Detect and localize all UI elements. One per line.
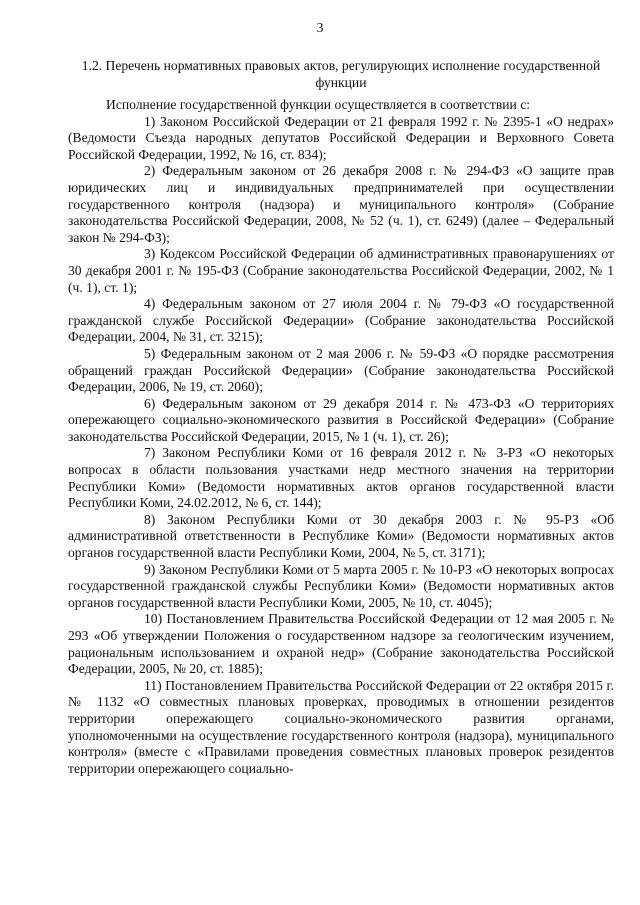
document-body xyxy=(68,97,614,777)
legal-act-item xyxy=(68,114,614,164)
legal-act-item xyxy=(68,246,614,296)
legal-act-item xyxy=(68,562,614,612)
item-number: 10) xyxy=(144,611,163,627)
item-text: Федеральным законом от 27 июля 2004 г. № 79-ФЗ «О государственной гражданской службе Российской Федерации» (Собрание законодательства Российской Федерации, 2004, № 31, ст. 3215); xyxy=(68,296,614,345)
legal-act-item xyxy=(68,512,614,562)
item-text: Федеральным законом от 29 декабря 2014 г. № 473-ФЗ «О территориях опережающего социально-экономического развития в Российской Федерации» (Собрание законодательства Российской Федерации, 2015, № 1 (ч. 1), ст. 26); xyxy=(68,395,614,444)
item-number: 3) xyxy=(144,246,156,262)
legal-act-item xyxy=(68,445,614,511)
item-number: 9) xyxy=(144,561,156,577)
legal-act-item xyxy=(68,163,614,246)
legal-acts-list xyxy=(68,114,614,778)
item-number: 7) xyxy=(144,445,156,461)
item-number: 4) xyxy=(144,296,156,312)
item-text: Постановлением Правительства Российской Федерации от 22 октября 2015 г. № 1132 «О совместных плановых проверках, проводимых в отношении резидентов территории опережающего социально-экономического развития органами, уполномоченными на осуществление государственного контроля (надзора), муниципального контроля» (вместе с «Правилами проведения совместных плановых проверок резидентов территории опережающего социально- xyxy=(68,677,614,776)
item-text: Законом Республики Коми от 5 марта 2005 г. № 10-РЗ «О некоторых вопросах государственной гражданской службы Республики Коми» (Ведомости нормативных актов органов государственной власти Республики Коми, 2005, № 10, ст. 4045); xyxy=(68,561,614,610)
item-number: 5) xyxy=(144,345,156,361)
legal-act-item xyxy=(68,346,614,396)
legal-act-item xyxy=(68,678,614,778)
legal-act-item xyxy=(68,296,614,346)
intro-paragraph: Исполнение государственной функции осуществляется в соответствии с: xyxy=(106,97,531,112)
item-text: Федеральным законом от 26 декабря 2008 г. № 294-ФЗ «О защите прав юридических лиц и индивидуальных предпринимателей при осуществлении государственного контроля (надзора) и муниципального контроля» (Собрание законодательства Российской Федерации, 2008, № 52 (ч. 1), ст. 6249) (далее – Федеральный закон № 294-ФЗ); xyxy=(68,163,614,245)
item-number: 1) xyxy=(144,113,156,129)
item-number: 11) xyxy=(144,677,162,693)
item-text: Постановлением Правительства Российской Федерации от 12 мая 2005 г. № 293 «Об утверждении Положения о государственном надзоре за геологическим изучением, рациональным использованием и охраной недр» (Собрание законодательства Российской Федерации, 2005, № 20, ст. 1885); xyxy=(68,611,615,677)
item-text: Законом Республики Коми от 16 февраля 2012 г. № 3-РЗ «О некоторых вопросах в области пользования участками недр местного значения на территории Республики Коми» (Ведомости нормативных актов органов государственной власти Республики Коми, 24.02.2012, № 6, ст. 144); xyxy=(68,445,614,511)
section-heading: 1.2. Перечень нормативных правовых актов, регулирующих исполнение государственной функции xyxy=(81,58,601,90)
legal-act-item xyxy=(68,611,614,677)
legal-act-item xyxy=(68,396,614,446)
item-number: 6) xyxy=(144,395,156,411)
item-text: Кодексом Российской Федерации об административных правонарушениях от 30 декабря 2001 г. № 195-ФЗ (Собрание законодательства Российской Федерации, 2002, № 1 (ч. 1), ст. 1); xyxy=(68,246,614,295)
item-text: Законом Российской Федерации от 21 февраля 1992 г. № 2395-1 «О недрах» (Ведомости Съезда народных депутатов Российской Федерации и Верховного Совета Российской Федерации, 1992, № 16, ст. 834); xyxy=(68,113,614,162)
item-number: 2) xyxy=(144,163,156,179)
item-text: Федеральным законом от 2 мая 2006 г. № 59-ФЗ «О порядке рассмотрения обращений граждан Российской Федерации» (Собрание законодательства Российской Федерации, 2006, № 19, ст. 2060); xyxy=(68,345,614,395)
item-number: 8) xyxy=(144,511,156,527)
item-text: Законом Республики Коми от 30 декабря 2003 г. № 95-РЗ «Об административной ответственности в Республике Коми» (Ведомости нормативных актов органов государственной власти Республики Коми, 2004, № 5, ст. 3171); xyxy=(68,511,614,561)
page-number: 3 xyxy=(316,20,324,35)
